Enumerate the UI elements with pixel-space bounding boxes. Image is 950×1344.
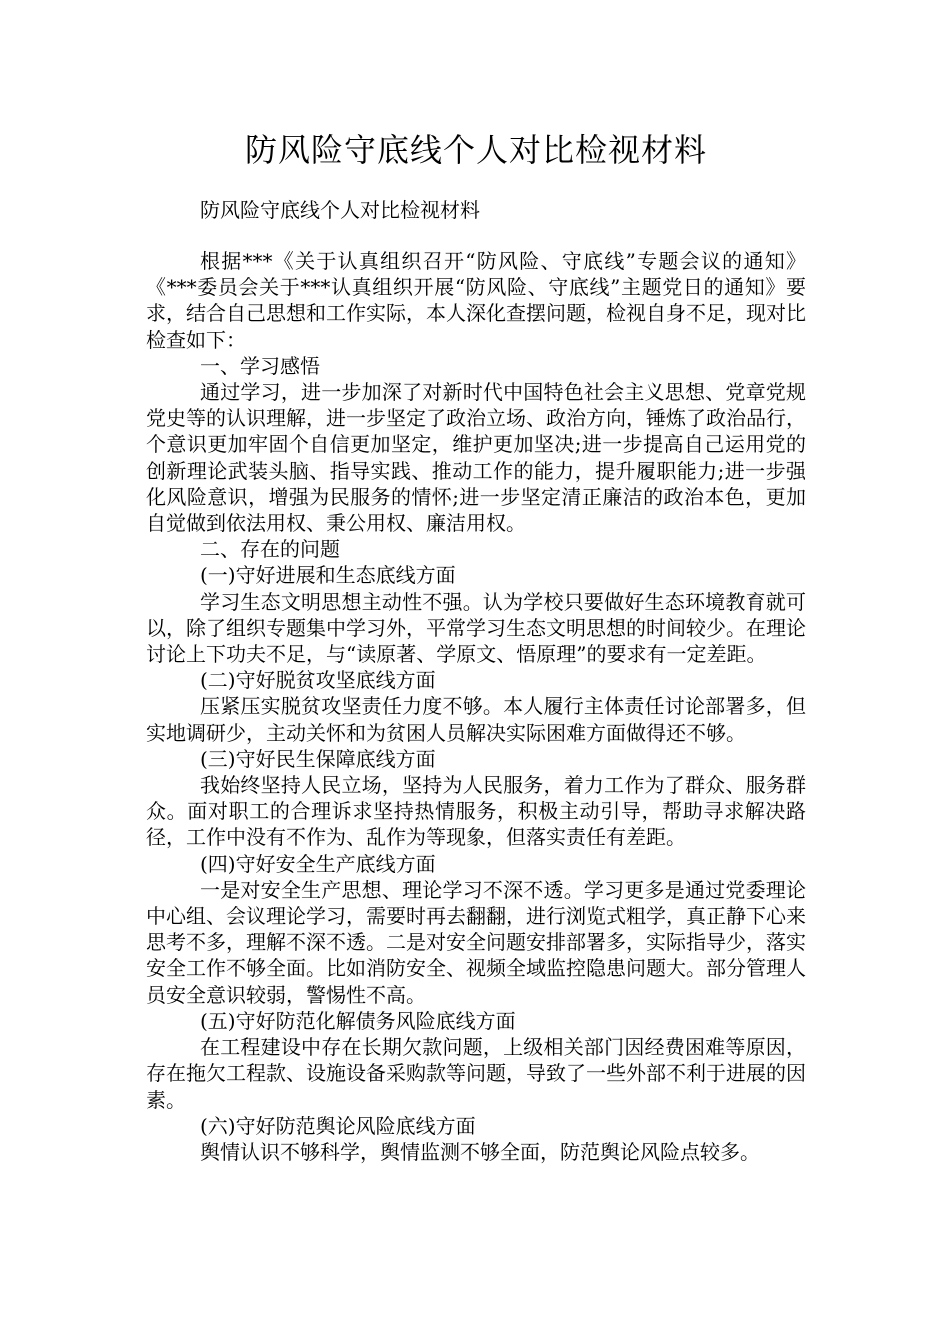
document-title: 防风险守底线个人对比检视材料	[244, 131, 707, 169]
paragraph-poverty: 压紧压实脱贫攻坚责任力度不够。本人履行主体责任讨论部署多，但实地调研少，主动关怀和为贫困人员解决实际困难方面做得还不够。	[146, 694, 806, 745]
paragraph-debt: 在工程建设中存在长期欠款问题，上级相关部门因经费困难等原因，存在拖欠工程款、设施设备采购款等问题，导致了一些外部不利于进展的因素。	[146, 1035, 806, 1112]
document-body	[146, 248, 806, 1165]
paragraph-intro: 根据***《关于认真组织召开“防风险、守底线”专题会议的通知》《***委员会关于***认真组织开展“防风险、守底线”主题党日的通知》要求，结合自己思想和工作实际，本人深化查摆问题，检视自身不足，现对比检查如下：	[146, 249, 806, 352]
subheading-debt: (五)守好防范化解债务风险底线方面	[200, 1008, 516, 1033]
paragraph-opinion: 舆情认识不够科学，舆情监测不够全面，防范舆论风险点较多。	[200, 1139, 760, 1164]
paragraph-livelihood: 我始终坚持人民立场，坚持为人民服务，着力工作为了群众、服务群众。面对职工的合理诉求坚持热情服务，积极主动引导，帮助寻求解决路径，工作中没有不作为、乱作为等现象，但落实责任有差距。	[146, 773, 806, 850]
subheading-ecology: (一)守好进展和生态底线方面	[200, 563, 456, 588]
subheading-safety: (四)守好安全生产底线方面	[200, 851, 436, 876]
section-heading-problems: 二、存在的问题	[200, 537, 340, 562]
document-subtitle: 防风险守底线个人对比检视材料	[200, 198, 480, 222]
subheading-poverty: (二)守好脱贫攻坚底线方面	[200, 668, 436, 693]
paragraph-safety: 一是对安全生产思想、理论学习不深不透。学习更多是通过党委理论中心组、会议理论学习，需要时再去翻翻，进行浏览式粗学，真正静下心来思考不多，理解不深不透。二是对安全问题安排部署多，实际指导少，落实安全工作不够全面。比如消防安全、视频全域监控隐患问题大。部分管理人员安全意识较弱，警惕性不高。	[146, 877, 806, 1007]
subheading-opinion: (六)守好防范舆论风险底线方面	[200, 1113, 476, 1138]
paragraph-ecology: 学习生态文明思想主动性不强。认为学校只要做好生态环境教育就可以，除了组织专题集中学习外，平常学习生态文明思想的时间较少。在理论讨论上下功夫不足，与“读原著、学原文、悟原理”的要求有一定差距。	[146, 589, 806, 667]
section-heading-learning: 一、学习感悟	[200, 353, 320, 378]
paragraph-learning: 通过学习，进一步加深了对新时代中国特色社会主义思想、党章党规党史等的认识理解，进一步坚定了政治立场、政治方向，锤炼了政治品行，个意识更加牢固个自信更加坚定，维护更加坚决;进一步提高自己运用党的创新理论武装头脑、指导实践、推动工作的能力，提升履职能力;进一步强化风险意识，增强为民服务的情怀;进一步坚定清正廉洁的政治本色，更加自觉做到依法用权、秉公用权、廉洁用权。	[146, 380, 806, 536]
subheading-livelihood: (三)守好民生保障底线方面	[200, 746, 436, 771]
